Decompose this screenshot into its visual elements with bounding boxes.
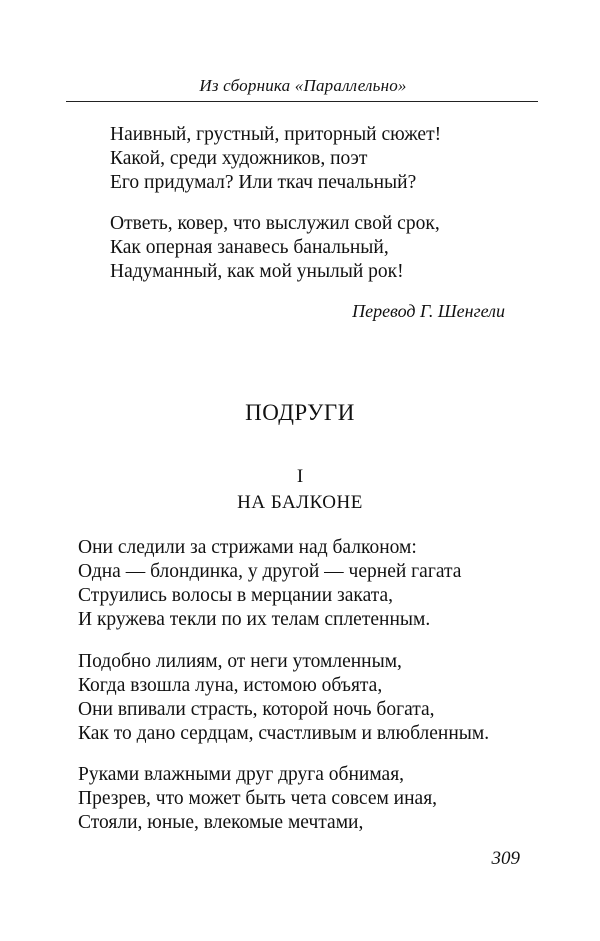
part-title: НА БАЛКОНЕ: [237, 492, 363, 513]
verse-line: Надуманный, как мой унылый рок!: [110, 261, 404, 282]
verse-line: Они следили за стрижами над балконом:: [78, 537, 417, 558]
page-number: 309: [491, 848, 520, 869]
poem-stanza-3: [78, 763, 437, 835]
verse-line: Когда взошла луна, истомою объята,: [78, 675, 383, 696]
top-poem-stanza-1: [110, 123, 441, 195]
verse-line: Как то дано сердцам, счастливым и влюбленным.: [78, 723, 490, 744]
verse-line: Ответь, ковер, что выслужил свой срок,: [110, 213, 440, 234]
verse-line: Они впивали страсть, которой ночь богата,: [78, 699, 435, 720]
verse-line: Наивный, грустный, приторный сюжет!: [110, 124, 442, 145]
poem-stanza-1: [78, 536, 461, 632]
poem-stanza-2: [78, 650, 489, 746]
translation-attribution: Перевод Г. Шенгели: [352, 301, 505, 321]
verse-line: Руками влажными друг друга обнимая,: [78, 764, 405, 785]
verse-line: Его придумал? Или ткач печальный?: [110, 172, 417, 193]
verse-line: Как оперная занавесь банальный,: [110, 237, 389, 258]
verse-line: Стояли, юные, влекомые мечтами,: [78, 812, 364, 833]
verse-line: Презрев, что может быть чета совсем иная,: [78, 788, 438, 809]
poem-title: ПОДРУГИ: [245, 400, 355, 425]
verse-line: Какой, среди художников, поэт: [110, 148, 368, 169]
top-poem-stanza-2: [110, 212, 440, 284]
part-number: I: [296, 466, 304, 487]
verse-line: Одна — блондинка, у другой — черней гагата: [78, 561, 462, 582]
header-rule: [66, 101, 538, 102]
running-head: Из сборника «Параллельно»: [199, 76, 407, 95]
verse-line: Подобно лилиям, от неги утомленным,: [78, 651, 402, 672]
verse-line: Струились волосы в мерцании заката,: [78, 585, 394, 606]
verse-line: И кружева текли по их телам сплетенным.: [78, 609, 431, 630]
